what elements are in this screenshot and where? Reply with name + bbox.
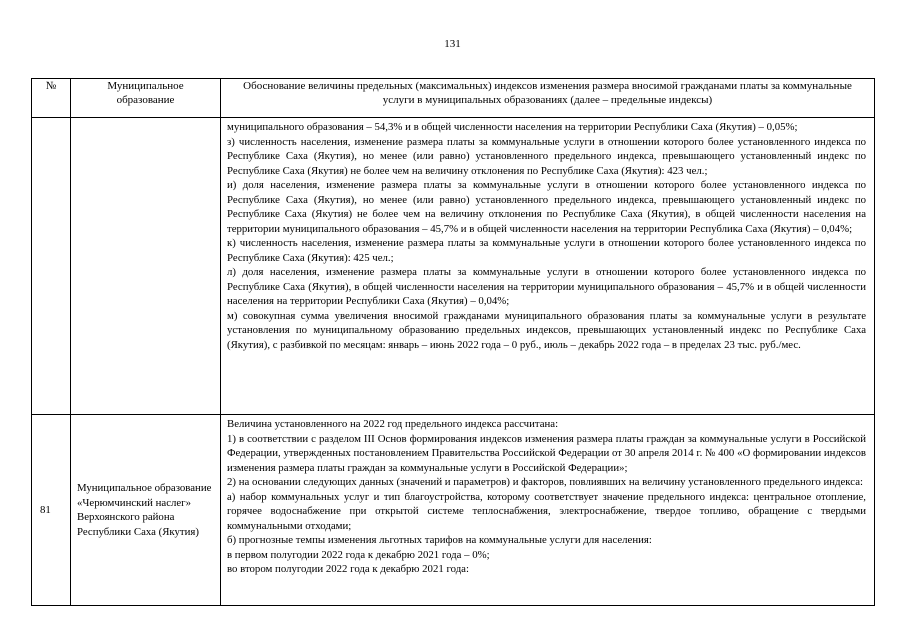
- paragraph: муниципального образования – 54,3% и в общей численности населения на территории Республики Саха (Якутия) – 0,05%;: [227, 121, 798, 133]
- paragraph: 2) на основании следующих данных (значений и параметров) и факторов, повлиявших на величину установленного предельного индекса:: [227, 476, 863, 488]
- paragraph: Величина установленного на 2022 год предельного индекса рассчитана:: [227, 418, 559, 430]
- header-number: №: [32, 79, 71, 118]
- header-municipality: [71, 79, 221, 118]
- header-justification-text: Обоснование величины предельных (максимальных) индексов изменения размера вносимой гражданами платы за коммунальные услуги в муниципальных образованиях (далее – предельные индексы): [243, 80, 852, 106]
- header-justification: [221, 79, 875, 118]
- table-row-81: [32, 415, 875, 606]
- paragraph: 1) в соответствии с разделом III Основ формирования индексов изменения размера платы граждан за коммунальные услуги в Российской Федерации, утвержденных постановлением Правительства Российской Федерации от 30 апреля 2014 г. № 400 «О формировании индексов изменения размера платы граждан за коммунальные услуги в Российской Федерации»;: [227, 432, 866, 474]
- row-81-municipality: Муниципальное образование «Черюмчинский наслег» Верхоянского района Республики Саха (Якутия): [71, 415, 221, 606]
- row-81-justification: [221, 415, 875, 606]
- paragraph: з) численность населения, изменение размера платы за коммунальные услуги в отношении которого более установленного индекса по Республике Саха (Якутия), но менее (или равно) установленного предельного индекса, превышающего установленный индекс по Республике Саха (Якутия) не более чем на величину отклонения по Республике Саха (Якутия): 423 чел.;: [227, 135, 866, 177]
- paragraph: и) доля населения, изменение размера платы за коммунальные услуги в отношении которого более установленного индекса по Республике Саха (Якутия), но менее (или равно) установленного предельного индекса, превышающего установленный индекс по Республике Саха (Якутия) не более чем на величину отклонения по Республике Саха (Якутия), в общей численности населения на территории муниципального образования – 45,7% и в общей численности населения на территории Республика Саха (Якутия) – 0,04%;: [227, 179, 866, 235]
- row-81-text: [221, 415, 874, 577]
- table-row-continued: [32, 118, 875, 415]
- paragraph: к) численность населения, изменение размера платы за коммунальные услуги в отношении которого более установленного индекса по Республике Саха (Якутия): 425 чел.;: [227, 237, 866, 264]
- paragraph: а) набор коммунальных услуг и тип благоустройства, которому соответствует значение предельного индекса: центральное отопление, горячее водоснабжение при открытой системе теплоснабжения, электроснабжение, твердое топливо, обращение с твердыми коммунальными отходами;: [227, 490, 866, 532]
- paragraph: б) прогнозные темпы изменения льготных тарифов на коммунальные услуги для населения:: [227, 534, 652, 546]
- page-number: 131: [444, 38, 461, 50]
- row-continued-municipality: [71, 118, 221, 415]
- row-continued-justification: [221, 118, 875, 415]
- paragraph: м) совокупная сумма увеличения вносимой гражданами муниципального образования платы за коммунальные услуги в результате установления по муниципальному образованию предельных индексов, превышающих установленный индекс по Республике Саха (Якутия), с разбивкой по месяцам: январь – июнь 2022 года – 0 руб., июль – декабрь 2022 года – в пределах 23 тыс. руб./мес.: [227, 309, 866, 351]
- indices-table: [31, 78, 875, 606]
- paragraph: л) доля населения, изменение размера платы за коммунальные услуги в отношении которого более установленного индекса по Республике Саха (Якутия), в общей численности населения на территории муниципального образования – 45,7% и в общей численности населения на территории Республики Саха (Якутия) – 0,04%;: [227, 266, 866, 307]
- row-continued-text: [221, 118, 874, 352]
- paragraph: в первом полугодии 2022 года к декабрю 2021 года – 0%;: [227, 548, 490, 561]
- row-continued-number: [32, 118, 71, 415]
- paragraph: во втором полугодии 2022 года к декабрю 2021 года:: [227, 563, 469, 575]
- row-81-number: 81: [32, 415, 71, 606]
- header-municipality-text: Муниципальное образование: [107, 80, 184, 106]
- table-header-row: [32, 79, 875, 118]
